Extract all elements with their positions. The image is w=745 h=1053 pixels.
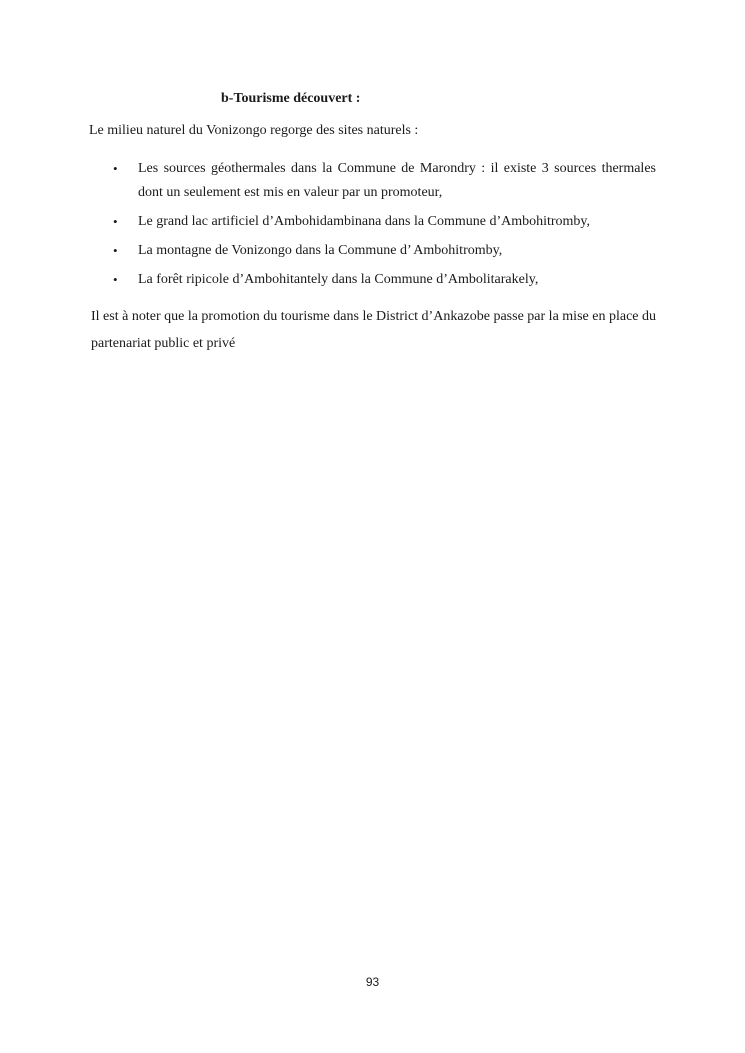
bullet-icon: • (113, 161, 118, 176)
conclusion-paragraph: Il est à noter que la promotion du tourisme dans le District d’Ankazobe passe par la mise en place du partenariat public et privé (91, 309, 656, 351)
list-item-text: Les sources géothermales dans la Commune de Marondry : il existe 3 sources thermales dont un seulement est mis en valeur par un promoteur, (138, 161, 656, 200)
intro-paragraph: Le milieu naturel du Vonizongo regorge des sites naturels : (89, 123, 419, 138)
list-item (113, 268, 656, 292)
list-item-text: Le grand lac artificiel d’Ambohidambinana dans la Commune d’Ambohitromby, (138, 214, 591, 229)
list-item-text: La montagne de Vonizongo dans la Commune d’ Ambohitromby, (138, 243, 503, 258)
list-item-text: La forêt ripicole d’Ambohitantely dans la Commune d’Ambolitarakely, (138, 272, 539, 287)
list-item (113, 157, 656, 205)
page-number: 93 (365, 975, 380, 989)
bullet-icon: • (113, 243, 118, 258)
list-item (113, 239, 656, 263)
natural-sites-list (113, 157, 656, 297)
list-item (113, 210, 656, 234)
section-heading: b-Tourisme découvert : (221, 91, 361, 106)
bullet-icon: • (113, 272, 118, 287)
bullet-icon: • (113, 214, 118, 229)
